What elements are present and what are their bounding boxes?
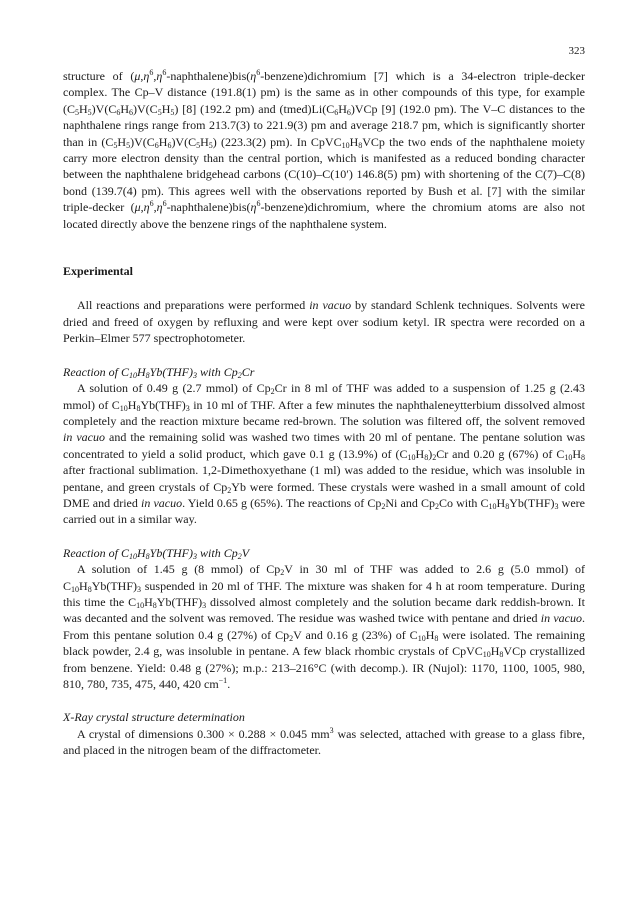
reaction-cr-paragraph: A solution of 0.49 g (2.7 mmol) of $Cp_2Cr$ in 8 ml of THF was added to a suspension of 1.25 g (2.43 mmol) of $C_{10}H_8Yb(THF)_3$ in 10 ml of THF. After a few minutes the naphthaleneytterbium dissolved almost completely and the reaction mixture became red-brown. The solution was filtered off, the solvent removed in vacuo and the remaining solid was washed two times with 20 ml of pentane. The pentane solution was concentrated to yield a solid product, which gave 0.1 g (13.9%) of $(C_{10}H_8)_2Cr$ and 0.20 g (67%) of $C_{10}H_8$ after fractional sublimation. 1,2-Dimethoxyethane (1 ml) was added to the residue, which was insoluble in pentane, and green crystals of $Cp_2Yb$ were formed. These crystals were washed in a small amount of cold DME and dried in vacuo. Yield 0.65 g (65%). The reactions of $Cp_2Ni$ and $Cp_2Co$ with $C_{10}H_8Yb(THF)_3$ were carried out in a similar way. (63, 381, 585, 527)
article-body (63, 68, 585, 759)
xray-paragraph: A crystal of dimensions 0.300 × 0.288 × 0.045 $mm^3$ was selected, attached with grease to a glass fibre, and placed in the nitrogen beam of the diffractometer. (63, 725, 585, 758)
xray-heading: X-Ray crystal structure determination (63, 710, 245, 725)
page-number: 323 (568, 45, 585, 57)
general-methods-paragraph: All reactions and preparations were performed in vacuo by standard Schlenk techniques. Solvents were dried and freed of oxygen by refluxing and were kept over sodium ketyl. IR spectra were recorded on a Perkin–Elmer 577 spectrophotometer. (63, 298, 585, 346)
reaction-v-heading: Reaction of $C_{10}H_8Yb(THF)_3$ with $Cp_2V$ (63, 545, 250, 561)
experimental-heading: Experimental (63, 264, 133, 279)
intro-paragraph: structure of $(\mu,\eta^6,\eta^6-naphthalene)bis(\eta^6-benzene)dichromium$ [7] which is a 34-electron triple-decker complex. The Cp–V distance (191.8(1) pm) is the same as in other compounds of this type, for example $(C_5H_5)V(C_6H_6)V(C_5H_5)$ [8] (192.2 pm) and $(tmed)Li(C_6H_6)VCp$ [9] (192.0 pm). The V–C distances to the naphthalene rings range from 213.7(3) to 221.9(3) pm and average 218.7 pm, which is significantly shorter than in $(C_5H_5)V(C_6H_6)V(C_5H_5)$ (223.3(2) pm). In $CpVC_{10}H_8VCp$ the two ends of the naphthalene moiety carry more electron density than the central portion, which is manifested as a reduced bonding character between the naphthalene bridgehead carbons (C(10)–C(10′) 146.8(5) pm) with shortening of the C(7)–C(8) bond (139.7(4) pm). This agrees well with the observations reported by Bush et al. [7] with the similar triple-decker $(\mu,\eta^6,\eta^6-naphthalene)bis(\eta^6-benzene)dichromium$, where the chromium atoms are also not located directly above the benzene rings of the naphthalene system. (63, 68, 586, 231)
reaction-v-paragraph: A solution of 1.45 g (8 mmol) of $Cp_2V$ in 30 ml of THF was added to 2.6 g (5.0 mmol) of $C_{10}H_8Yb(THF)_3$ suspended in 20 ml of THF. The mixture was shaken for 4 h at room temperature. During this time the $C_{10}H_8Yb(THF)_3$ dissolved almost completely and the solution became dark reddish-brown. It was decanted and the solvent was removed. The residue was washed twice with pentane and dried in vacuo. From this pentane solution 0.4 g (27%) of $Cp_2V$ and 0.16 g (23%) of $C_{10}H_8$ were isolated. The remaining black powder, 2.4 g, was insoluble in pentane. A few black rhombic crystals of $CpVC_{10}H_8VCp$ crystallized from benzene. Yield: 0.48 g (27%); m.p.: 213–216°C (with decomp.). IR (Nujol): 1170, 1100, 1005, 980, 810, 780, 735, 475, 440, 420 $cm^{-1}$. (63, 562, 585, 691)
reaction-cr-heading: Reaction of $C_{10}H_8Yb(THF)_3$ with $Cp_2Cr$ (63, 364, 255, 380)
